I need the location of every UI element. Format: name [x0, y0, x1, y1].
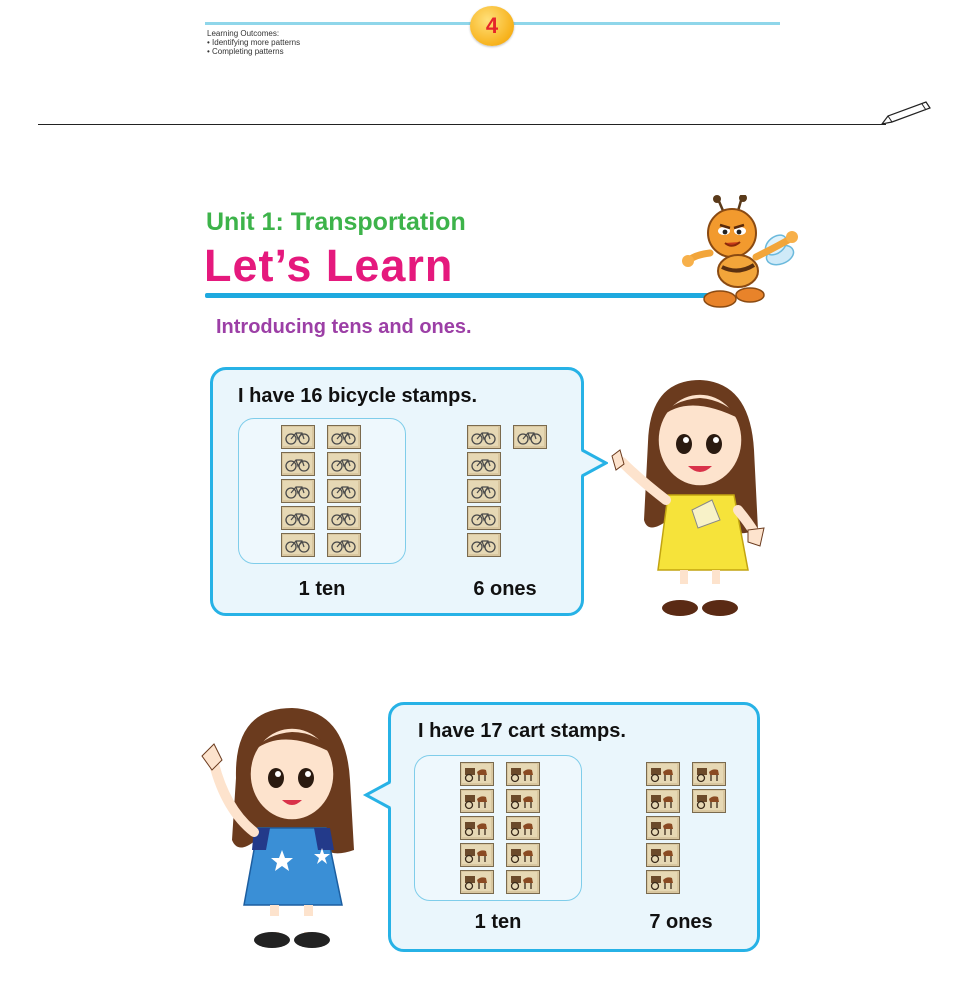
bicycle-stamp [327, 506, 361, 530]
page-number-badge: 4 [470, 6, 514, 46]
bubble-text-bicycles: I have 16 bicycle stamps. [238, 385, 478, 407]
bubble-text-carts: I have 17 cart stamps. [418, 720, 626, 742]
bicycle-stamp [467, 533, 501, 557]
cart-stamp [506, 816, 540, 840]
cart-stamp [460, 789, 494, 813]
bicycle-stamp [467, 452, 501, 476]
cart-stamp [506, 870, 540, 894]
ten-group-frame [414, 755, 582, 901]
cart-stamp [692, 762, 726, 786]
title-underline [205, 293, 725, 298]
cart-stamp [460, 762, 494, 786]
ten-group-frame [238, 418, 406, 564]
cart-stamp [646, 816, 680, 840]
bicycle-stamp [467, 425, 501, 449]
cart-stamp [460, 816, 494, 840]
bicycle-stamp [327, 533, 361, 557]
cart-stamp [692, 789, 726, 813]
bicycle-stamp [281, 506, 315, 530]
bicycle-stamp [281, 479, 315, 503]
pencil-icon [880, 100, 932, 126]
cart-stamp [646, 762, 680, 786]
writing-line [38, 124, 886, 125]
bicycle-stamp [281, 533, 315, 557]
bicycle-stamp [281, 425, 315, 449]
speech-bubble-tail [580, 448, 608, 478]
speech-bubble-tail [362, 780, 392, 810]
outcome-item: • Identifying more patterns [207, 38, 301, 47]
cart-stamp [506, 762, 540, 786]
outcomes-title: Learning Outcomes: [207, 29, 280, 38]
bicycle-stamp [327, 479, 361, 503]
tens-label: 1 ten [298, 578, 346, 600]
intro-text: Introducing tens and ones. [216, 316, 472, 338]
cart-stamp [506, 789, 540, 813]
section-title: Let’s Learn [204, 240, 454, 291]
ones-label: 6 ones [473, 578, 537, 600]
cart-stamp [646, 789, 680, 813]
ones-label: 7 ones [649, 911, 713, 933]
girl-blue-apron-illustration [196, 700, 366, 954]
bicycle-stamp [327, 425, 361, 449]
cart-stamp [646, 870, 680, 894]
learning-outcomes [207, 29, 300, 56]
cart-stamp [460, 870, 494, 894]
unit-title: Unit 1: Transportation [206, 208, 466, 236]
bicycle-stamp [467, 506, 501, 530]
cart-stamp [506, 843, 540, 867]
outcome-item: • Completing patterns [207, 47, 284, 56]
bicycle-stamp [467, 479, 501, 503]
bicycle-stamp [513, 425, 547, 449]
cart-stamp [646, 843, 680, 867]
girl-yellow-dress-illustration [608, 370, 768, 622]
bicycle-stamp [327, 452, 361, 476]
bee-mascot-illustration [680, 195, 810, 317]
tens-label: 1 ten [474, 911, 522, 933]
cart-stamp [460, 843, 494, 867]
bicycle-stamp [281, 452, 315, 476]
